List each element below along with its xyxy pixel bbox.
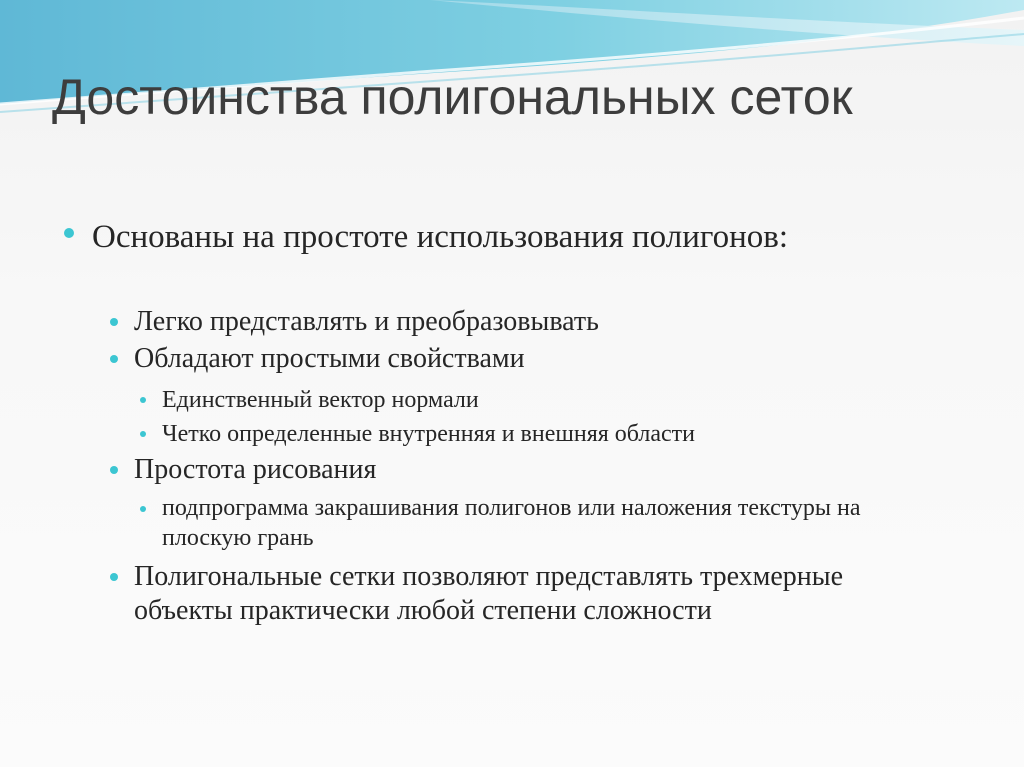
bullet-dot-icon (110, 466, 118, 474)
bullet-dot-icon (140, 397, 146, 403)
bullet-dot-icon (110, 355, 118, 363)
bullet-dot-icon (140, 431, 146, 437)
bullet-dot-icon (64, 228, 74, 238)
bullet-item: Единственный вектор нормали (162, 387, 479, 413)
bullet-dot-icon (140, 506, 146, 512)
bullet-item: Легко представлять и преобразовывать (134, 306, 599, 337)
slide-title: Достоинства полигональных сеток (52, 69, 853, 125)
bullet-dot-icon (110, 573, 118, 581)
bullet-item: подпрограмма закрашивания полигонов или наложения текстуры на плоскую грань (162, 495, 861, 551)
bullet-item: Обладают простыми свойствами (134, 343, 525, 374)
bullet-item: Четко определенные внутренняя и внешняя области (162, 421, 695, 447)
bullet-item: Основаны на простоте использования полигонов: (92, 219, 788, 255)
bullet-item: Простота рисования (134, 454, 377, 485)
bullet-item: Полигональные сетки позволяют представлять трехмерные объекты практически любой степени сложности (134, 561, 844, 626)
bullet-dot-icon (110, 318, 118, 326)
